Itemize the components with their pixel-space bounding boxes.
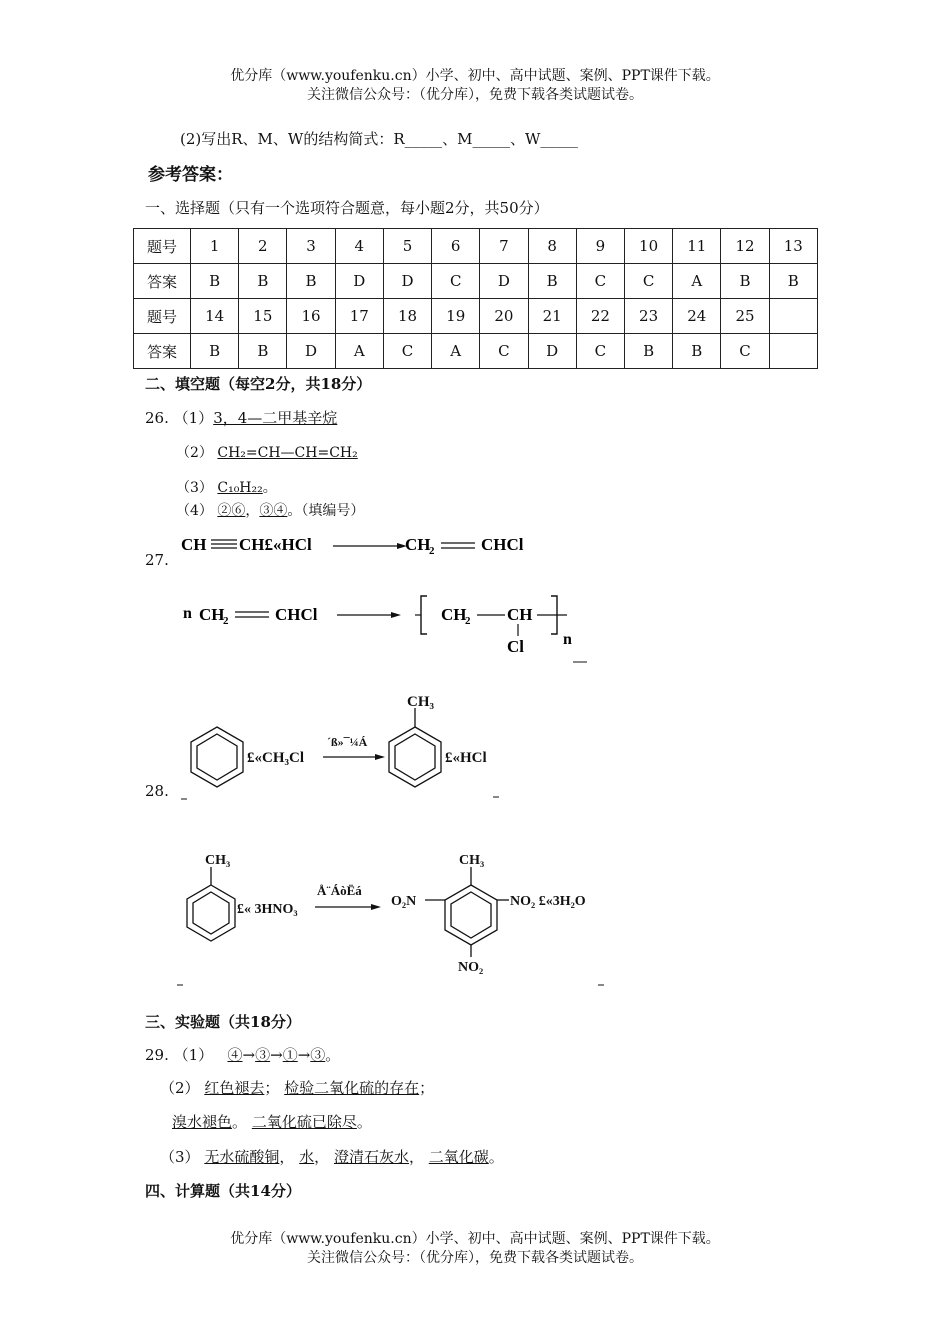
section-3-title: 三、实验题（共18分）	[145, 1013, 301, 1031]
q28-number: 28.	[145, 782, 169, 800]
cell: A	[673, 264, 721, 299]
header-line-1: 优分库（www.youfenku.cn）小学、初中、高中试题、案例、PPT课件下载。	[230, 68, 720, 84]
cell: 9	[576, 229, 624, 264]
cell: 25	[721, 299, 769, 334]
q26-line-2	[176, 442, 358, 462]
r28a-condition: ´ß»¯¼Á	[327, 735, 368, 749]
cell: D	[383, 264, 431, 299]
benzene-ring	[191, 727, 243, 787]
q26-2-label: （2）	[176, 445, 213, 461]
q26-4-end: 。（填编号）	[287, 503, 365, 519]
seq-step-1: ④	[227, 1046, 243, 1064]
cell: 19	[432, 299, 480, 334]
q26-line-3	[176, 477, 277, 497]
cell: 11	[673, 229, 721, 264]
r27b-cl: Cl	[507, 637, 524, 656]
q26-4-answer-a: ②⑥	[217, 503, 246, 519]
cell: D	[480, 264, 528, 299]
q29-2-answer-b: 检验二氧化硫的存在	[284, 1079, 420, 1097]
cell: 1	[191, 229, 239, 264]
cell: 23	[624, 299, 672, 334]
q26-4-answer-b: ③④	[259, 503, 288, 519]
cell: B	[721, 264, 769, 299]
section-2-title: 二、填空题（每空2分，共18分）	[145, 375, 372, 393]
cell: C	[576, 334, 624, 369]
cell: D	[528, 334, 576, 369]
cell: C	[576, 264, 624, 299]
q29-1-label: （1）	[173, 1046, 214, 1064]
cell: C	[624, 264, 672, 299]
r28b-reagent: £« 3HNO₃	[237, 902, 298, 917]
cell: B	[191, 264, 239, 299]
seq-step-2: ③	[255, 1046, 271, 1064]
sep: ；	[264, 1079, 280, 1097]
cell: D	[287, 334, 335, 369]
q28-reaction-1	[175, 690, 515, 805]
q29-2-answer-c: 溴水褪色	[172, 1113, 233, 1131]
q27-reactions	[175, 528, 595, 668]
cell: A	[432, 334, 480, 369]
q26-line-4	[176, 500, 364, 520]
cell: B	[191, 334, 239, 369]
seq-arrow: →	[242, 1046, 256, 1064]
benzene-ring	[187, 885, 235, 941]
q26-number: 26.	[145, 409, 169, 427]
cell: 14	[191, 299, 239, 334]
r27a-left: CH	[181, 535, 207, 554]
r27b-sub-n: n	[563, 631, 572, 648]
r27b-n: n	[183, 605, 192, 622]
sep: 。	[232, 1113, 248, 1131]
q26-4-label: （4）	[176, 503, 213, 519]
cell: B	[287, 264, 335, 299]
comma: ，	[279, 1148, 295, 1166]
r28b-condition: Å¨ÁòËá	[317, 883, 362, 898]
r27a-p1: CH	[405, 535, 431, 554]
r27b-p1: CH	[441, 605, 467, 624]
r27b-mid: CHCl	[275, 605, 318, 624]
table-row	[134, 229, 818, 264]
row-label: 题号	[134, 229, 191, 264]
sub-2: 2	[223, 615, 229, 627]
table-row	[134, 334, 818, 369]
cell: B	[239, 334, 287, 369]
q29-2-answer-a: 红色褪去	[204, 1079, 265, 1097]
r28b-no2-right: NO₂ £«3H₂O	[510, 894, 586, 909]
arrow-head	[371, 904, 381, 910]
cell: B	[528, 264, 576, 299]
row-label: 答案	[134, 264, 191, 299]
cell: 21	[528, 299, 576, 334]
footer-line-2: 关注微信公众号：（优分库），免费下载各类试题试卷。	[307, 1250, 643, 1266]
cell: 24	[673, 299, 721, 334]
q26-3-answer: C₁₀H₂₂	[217, 480, 263, 496]
cell: 12	[721, 229, 769, 264]
end: 。	[488, 1148, 504, 1166]
question-part-2: (2)写出R、M、W的结构简式：R_____、M_____、W_____	[180, 130, 578, 148]
r28b-o2n: O₂N	[391, 894, 417, 909]
cell: 22	[576, 299, 624, 334]
cell: 20	[480, 299, 528, 334]
q28-reaction-2	[175, 845, 615, 990]
q29-3-label: （3）	[160, 1148, 200, 1166]
cell: C	[383, 334, 431, 369]
r28b-ch3-product: CH₃	[459, 853, 485, 868]
q26-3-label: （3）	[176, 480, 213, 496]
cell: 16	[287, 299, 335, 334]
q27-number: 27.	[145, 551, 169, 569]
r27a-p2: CHCl	[481, 535, 524, 554]
sub-2: 2	[465, 615, 471, 627]
row-label: 答案	[134, 334, 191, 369]
cell: C	[721, 334, 769, 369]
cell: 3	[287, 229, 335, 264]
q29-line-4	[160, 1146, 504, 1167]
r28a-product: £«HCl	[445, 750, 487, 766]
q26-2-answer: CH₂=CH—CH=CH₂	[217, 445, 358, 461]
r28b-ch3: CH₃	[205, 853, 231, 868]
arrow-head	[375, 754, 385, 760]
cell: 18	[383, 299, 431, 334]
cell: B	[769, 264, 817, 299]
answers-title: 参考答案：	[148, 165, 233, 185]
answer-table	[133, 228, 818, 369]
q26-line-1	[145, 407, 337, 428]
q29-number: 29.	[145, 1046, 169, 1064]
section-4-title: 四、计算题（共14分）	[145, 1182, 301, 1200]
q29-line-1	[145, 1044, 340, 1065]
cell	[769, 299, 817, 334]
q29-3-answer-a: 无水硫酸铜	[204, 1148, 280, 1166]
arrow-head	[391, 612, 401, 618]
benzene-ring	[445, 885, 497, 945]
cell: B	[239, 264, 287, 299]
q29-3-answer-c: 澄清石灰水	[333, 1148, 409, 1166]
r27b-p2: CH	[507, 605, 533, 624]
cell: C	[480, 334, 528, 369]
r28b-no2-bottom: NO₂	[458, 960, 484, 975]
table-row	[134, 299, 818, 334]
end: 。	[356, 1113, 372, 1131]
cell: 8	[528, 229, 576, 264]
r28a-reagent: £«CH₃Cl	[247, 750, 304, 766]
cell	[769, 334, 817, 369]
cell: 2	[239, 229, 287, 264]
q29-line-3	[172, 1111, 372, 1132]
cell: C	[432, 264, 480, 299]
header-line-2: 关注微信公众号：（优分库），免费下载各类试题试卷。	[307, 87, 643, 103]
footer-line-1: 优分库（www.youfenku.cn）小学、初中、高中试题、案例、PPT课件下载。	[230, 1231, 720, 1247]
cell: A	[335, 334, 383, 369]
cell: 6	[432, 229, 480, 264]
r28a-ch3: CH₃	[407, 694, 434, 710]
q29-line-2	[160, 1077, 434, 1098]
seq-step-4: ③	[310, 1046, 326, 1064]
comma: ，	[314, 1148, 330, 1166]
q29-3-answer-b: 水	[299, 1148, 315, 1166]
q26-3-end: 。	[262, 480, 277, 496]
seq-end: 。	[325, 1046, 341, 1064]
benzene-ring	[389, 727, 441, 787]
benzene-inner	[395, 734, 435, 780]
sub-2: 2	[429, 545, 435, 557]
bracket-left	[421, 596, 427, 634]
q26-4-sep: ，	[245, 503, 260, 519]
cell: B	[624, 334, 672, 369]
section-1-title: 一、选择题（只有一个选项符合题意，每小题2分，共50分）	[145, 199, 549, 217]
comma: ，	[408, 1148, 424, 1166]
cell: 7	[480, 229, 528, 264]
seq-arrow: →	[297, 1046, 311, 1064]
row-label: 题号	[134, 299, 191, 334]
table-row	[134, 264, 818, 299]
sep: ；	[419, 1079, 435, 1097]
benzene-inner	[451, 892, 491, 938]
seq-step-3: ①	[282, 1046, 298, 1064]
q29-2-answer-d: 二氧化硫已除尽	[251, 1113, 357, 1131]
q26-1-label: （1）	[173, 409, 214, 427]
q29-2-label: （2）	[160, 1079, 200, 1097]
cell: 4	[335, 229, 383, 264]
seq-arrow: →	[270, 1046, 283, 1064]
r27a-mid: CH£«HCl	[239, 535, 312, 554]
cell: 15	[239, 299, 287, 334]
cell: 10	[624, 229, 672, 264]
cell: 17	[335, 299, 383, 334]
benzene-inner	[197, 734, 237, 780]
r27b-left: CH	[199, 605, 225, 624]
cell: 13	[769, 229, 817, 264]
q29-3-answer-d: 二氧化碳	[428, 1148, 489, 1166]
cell: D	[335, 264, 383, 299]
cell: 5	[383, 229, 431, 264]
benzene-inner	[193, 892, 229, 934]
q26-1-answer: 3，4—二甲基辛烷	[213, 409, 338, 427]
cell: B	[673, 334, 721, 369]
